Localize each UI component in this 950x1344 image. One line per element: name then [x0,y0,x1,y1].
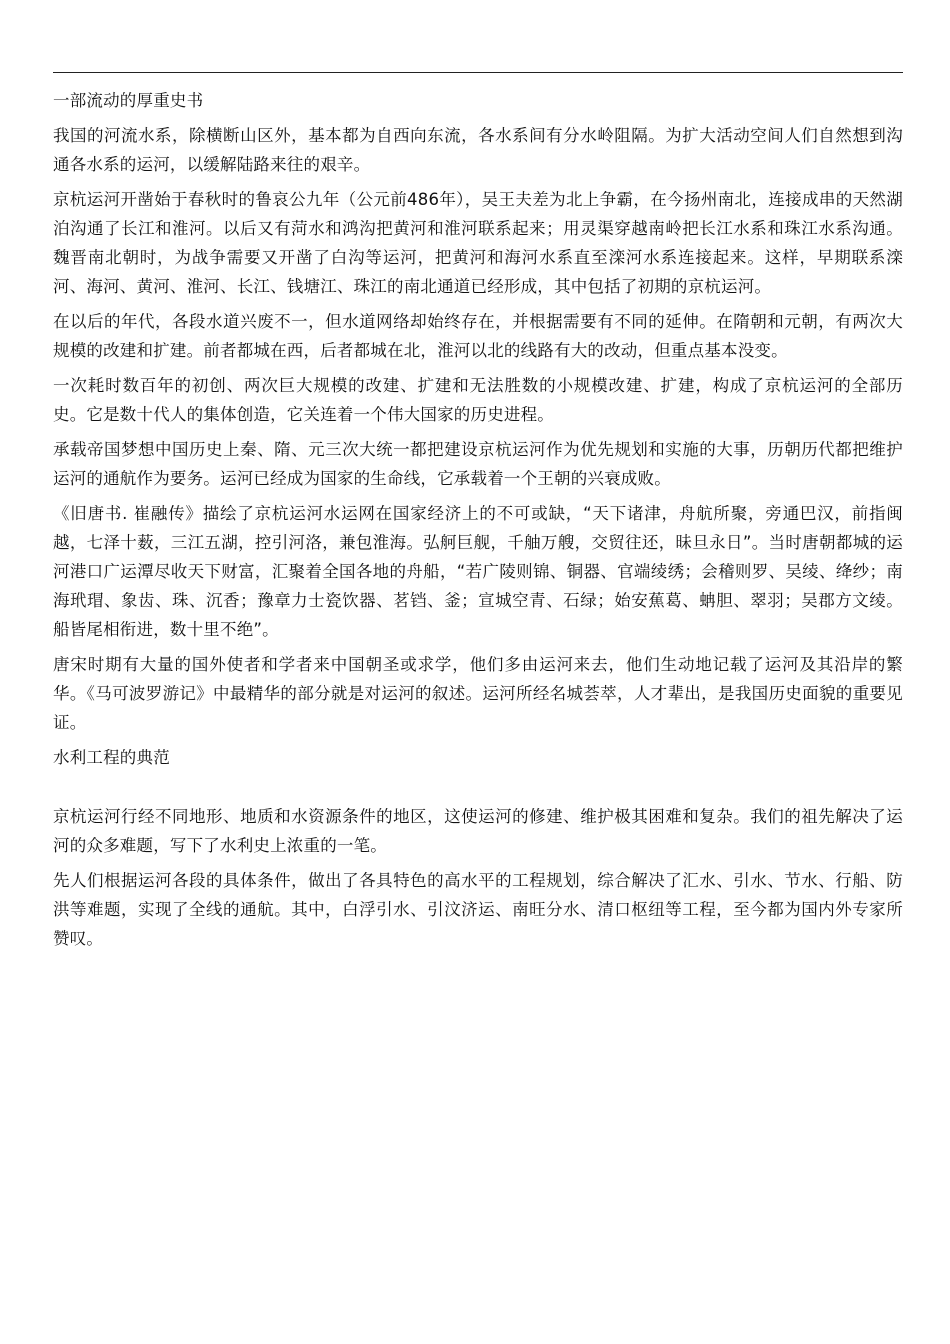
paragraph: 在以后的年代，各段水道兴废不一，但水道网络却始终存在，并根据需要有不同的延伸。在隋朝和元朝，有两次大规模的改建和扩建。前者都城在西，后者都城在北，淮河以北的线路有大的改动，但重点基本没变。 [53,312,903,360]
paragraph: 我国的河流水系，除横断山区外，基本都为自西向东流，各水系间有分水岭阻隔。为扩大活动空间人们自然想到沟通各水系的运河，以缓解陆路来往的艰辛。 [53,126,903,174]
paragraph: 京杭运河开凿始于春秋时的鲁哀公九年（公元前486年），吴王夫差为北上争霸，在今扬州南北，连接成串的天然湖泊沟通了长江和淮河。以后又有菏水和鸿沟把黄河和淮河联系起来；用灵渠穿越南岭把长江水系和珠江水系沟通。魏晋南北朝时，为战争需要又开凿了白沟等运河，把黄河和海河水系直至滦河水系连接起来。这样，早期联系滦河、海河、黄河、淮河、长江、钱塘江、珠江的南北通道已经形成，其中包括了初期的京杭运河。 [53,190,903,296]
document-body [53,86,903,959]
section-heading: 一部流动的厚重史书 [53,91,204,110]
paragraph: 《旧唐书. 崔融传》描绘了京杭运河水运网在国家经济上的不可或缺，“天下诸津，舟航所聚，旁通巴汉，前指闽越，七泽十薮，三江五湖，控引河洛，兼包淮海。弘舸巨舰，千舳万艘，交贸往还，昧旦永日”。当时唐朝都城的运河港口广运潭尽收天下财富，汇聚着全国各地的舟船，“若广陵则锦、铜器、官端绫绣；会稽则罗、吴绫、绛纱；南海玳瑁、象齿、珠、沉香；豫章力士瓷饮器、茗铛、釜；宣城空青、石绿；始安蕉葛、蚺胆、翠羽；吴郡方文绫。船皆尾相衔进，数十里不绝”。 [53,504,903,639]
paragraph: 承载帝国梦想中国历史上秦、隋、元三次大统一都把建设京杭运河作为优先规划和实施的大事，历朝历代都把维护运河的通航作为要务。运河已经成为国家的生命线，它承载着一个王朝的兴衰成败。 [53,440,903,488]
section-heading: 水利工程的典范 [53,748,170,767]
header-rule [53,72,903,73]
paragraph: 唐宋时期有大量的国外使者和学者来中国朝圣或求学，他们多由运河来去，他们生动地记载了运河及其沿岸的繁华。《马可波罗游记》中最精华的部分就是对运河的叙述。运河所经名城荟萃，人才辈出，是我国历史面貌的重要见证。 [53,655,903,732]
paragraph: 一次耗时数百年的初创、两次巨大规模的改建、扩建和无法胜数的小规模改建、扩建，构成了京杭运河的全部历史。它是数十代人的集体创造，它关连着一个伟大国家的历史进程。 [53,376,903,424]
paragraph: 京杭运河行经不同地形、地质和水资源条件的地区，这使运河的修建、维护极其困难和复杂。我们的祖先解决了运河的众多难题，写下了水利史上浓重的一笔。 [53,807,903,855]
paragraph: 先人们根据运河各段的具体条件，做出了各具特色的高水平的工程规划，综合解决了汇水、引水、节水、行船、防洪等难题，实现了全线的通航。其中，白浮引水、引汶济运、南旺分水、清口枢纽等工程，至今都为国内外专家所赞叹。 [53,871,903,948]
